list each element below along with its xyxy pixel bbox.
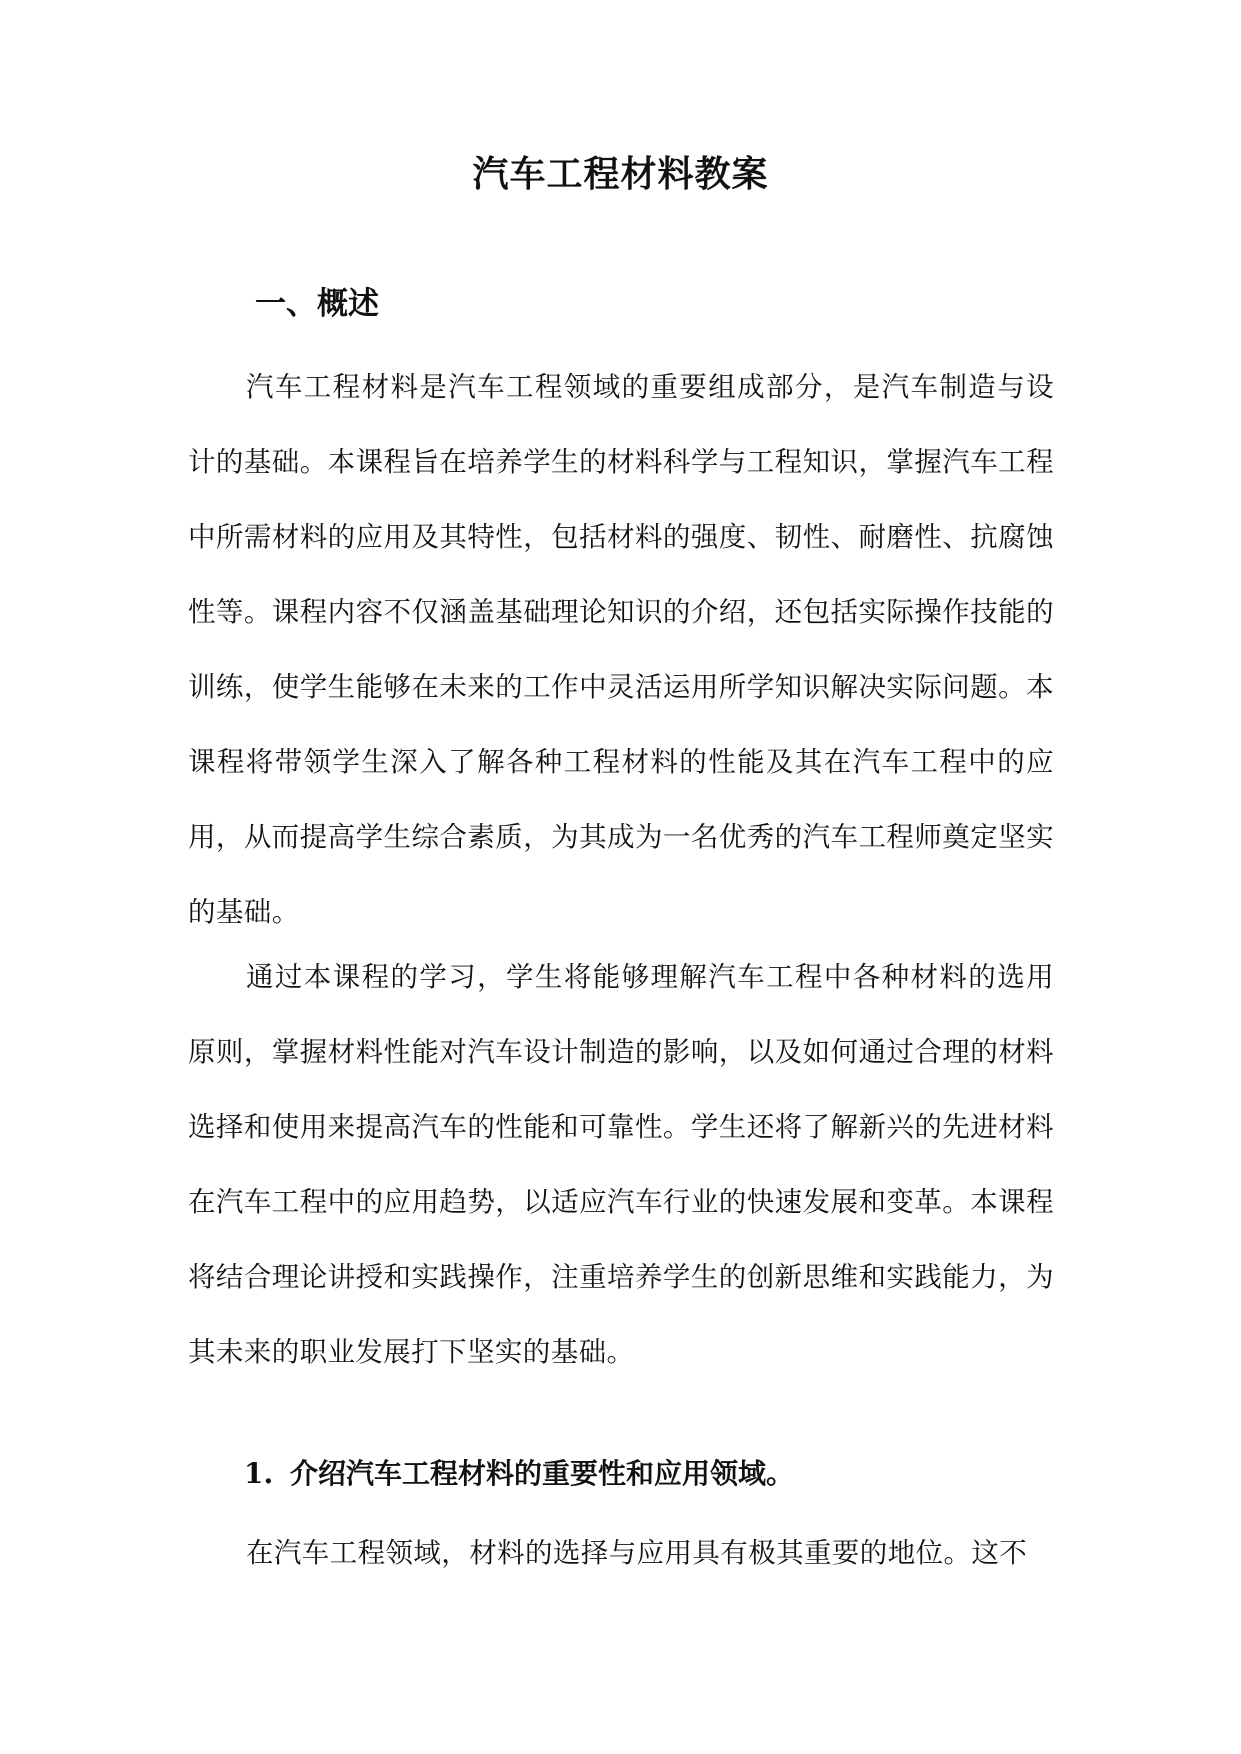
subsection-heading-text: 介绍汽车工程材料的重要性和应用领域。 — [290, 1457, 795, 1490]
document-title: 汽车工程材料教案 — [472, 153, 769, 195]
subsection-number: 1. — [244, 1457, 274, 1490]
overview-paragraph-2: 通过本课程的学习，学生将能够理解汽车工程中各种材料的选用原则，掌握材料性能对汽车设计制造的影响，以及如何通过合理的材料选择和使用来提高汽车的性能和可靠性。学生还将了解新兴的先进材料在汽车工程中的应用趋势，以适应汽车行业的快速发展和变革。本课程将结合理论讲授和实践操作，注重培养学生的创新思维和实践能力，为其未来的职业发展打下坚实的基础。 — [188, 961, 1054, 1368]
section-heading-overview: 一、概述 — [255, 286, 379, 322]
subsection-paragraph-1: 在汽车工程领域，材料的选择与应用具有极其重要的地位。这不 — [246, 1537, 1028, 1569]
overview-paragraph-1: 汽车工程材料是汽车工程领域的重要组成部分，是汽车制造与设计的基础。本课程旨在培养学生的材料科学与工程知识，掌握汽车工程中所需材料的应用及其特性，包括材料的强度、韧性、耐磨性、抗腐蚀性等。课程内容不仅涵盖基础理论知识的介绍，还包括实际操作技能的训练，使学生能够在未来的工作中灵活运用所学知识解决实际问题。本课程将带领学生深入了解各种工程材料的性能及其在汽车工程中的应用，从而提高学生综合素质，为其成为一名优秀的汽车工程师奠定坚实的基础。 — [188, 371, 1054, 928]
subsection-heading-1 — [244, 1448, 794, 1500]
